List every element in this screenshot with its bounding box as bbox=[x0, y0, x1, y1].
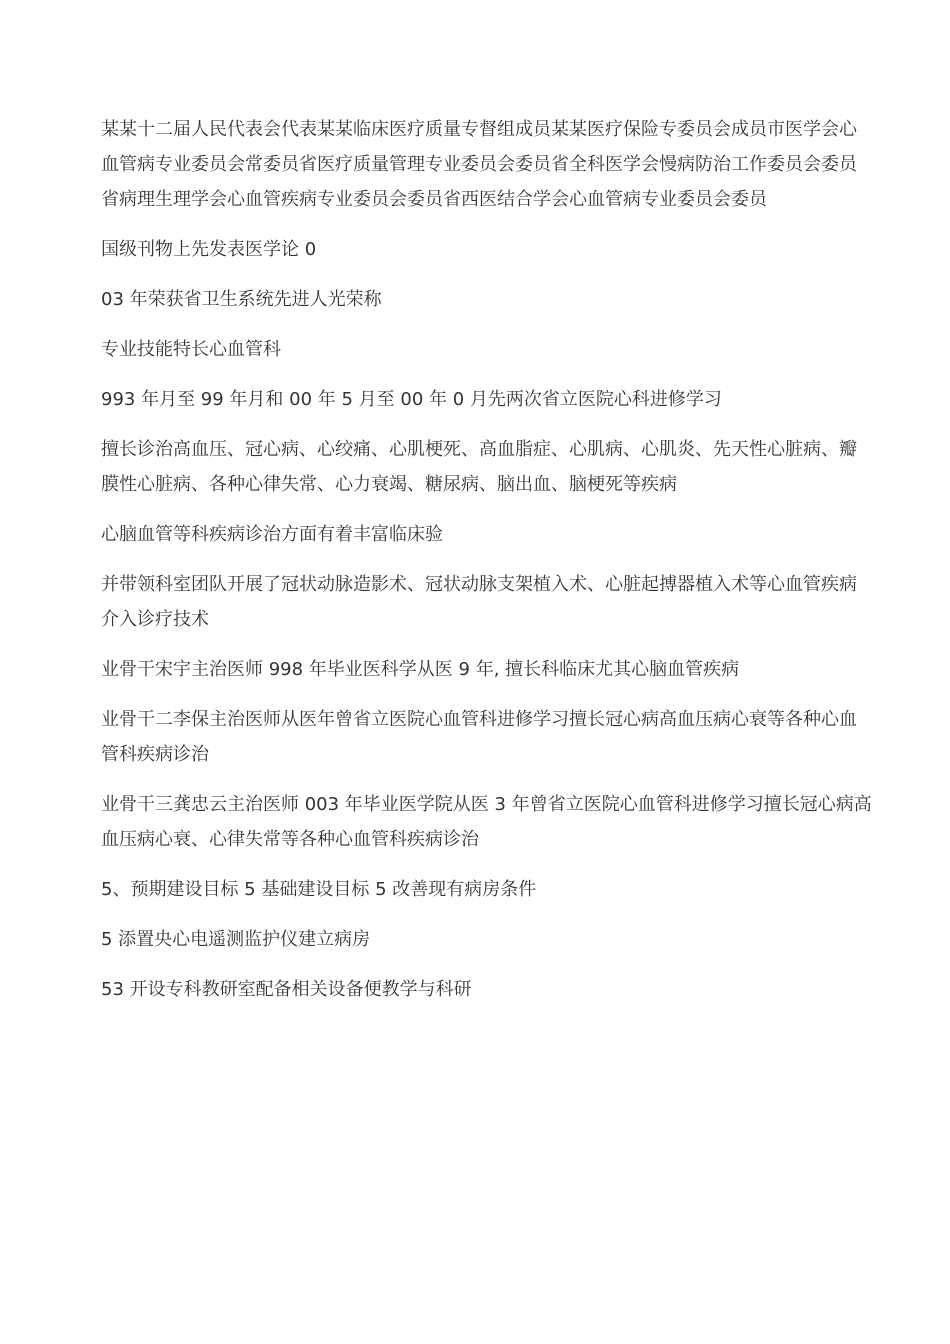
paragraph-experience: 心脑血管等科疾病诊治方面有着丰富临床验 bbox=[101, 524, 443, 545]
paragraph-committee-roles: 某某十二届人民代表会代表某某临床医疗质量专督组成员某某医疗保险专委员会成员市医学会心血管病专业委员会常委员省医疗质量管理专业委员会委员省全科医学会慢病防治工作委员会委员省病理生理学会心血管疾病专业委员会委员省西医结合学会心血管病专业委员会委员 bbox=[101, 119, 857, 210]
paragraph-publications: 国级刊物上先发表医学论 0 bbox=[101, 239, 317, 260]
paragraph-honor: 03 年荣获省卫生系统先进人光荣称 bbox=[101, 289, 382, 310]
paragraph-goals: 5、预期建设目标 5 基础建设目标 5 改善现有病房条件 bbox=[101, 879, 537, 900]
paragraph-staff-3: 业骨干三龚忠云主治医师 003 年毕业医学院从医 3 年曾省立医院心血管科进修学习擅长冠心病高血压病心衰、心律失常等各种心血管科疾病诊治 bbox=[101, 794, 872, 850]
paragraph-monitoring: 5 添置央心电遥测监护仪建立病房 bbox=[101, 929, 371, 950]
document-body bbox=[101, 112, 873, 1022]
paragraph-expertise: 擅长诊治高血压、冠心病、心绞痛、心肌梗死、高血脂症、心肌病、心肌炎、先天性心脏病、瓣膜性心脏病、各种心律失常、心力衰竭、糖尿病、脑出血、脑梗死等疾病 bbox=[101, 439, 857, 495]
paragraph-staff-1: 业骨干宋宇主治医师 998 年毕业医科学从医 9 年, 擅长科临床尤其心脑血管疾病 bbox=[101, 659, 740, 680]
paragraph-specialty: 专业技能特长心血管科 bbox=[101, 339, 281, 360]
paragraph-training: 993 年月至 99 年月和 00 年 5 月至 00 年 0 月先两次省立医院心科进修学习 bbox=[101, 389, 722, 410]
paragraph-staff-2: 业骨干二李保主治医师从医年曾省立医院心血管科进修学习擅长冠心病高血压病心衰等各种心血管科疾病诊治 bbox=[101, 709, 857, 765]
paragraph-interventional: 并带领科室团队开展了冠状动脉造影术、冠状动脉支架植入术、心脏起搏器植入术等心血管疾病介入诊疗技术 bbox=[101, 574, 857, 630]
paragraph-teaching: 53 开设专科教研室配备相关设备便教学与科研 bbox=[101, 979, 472, 1000]
